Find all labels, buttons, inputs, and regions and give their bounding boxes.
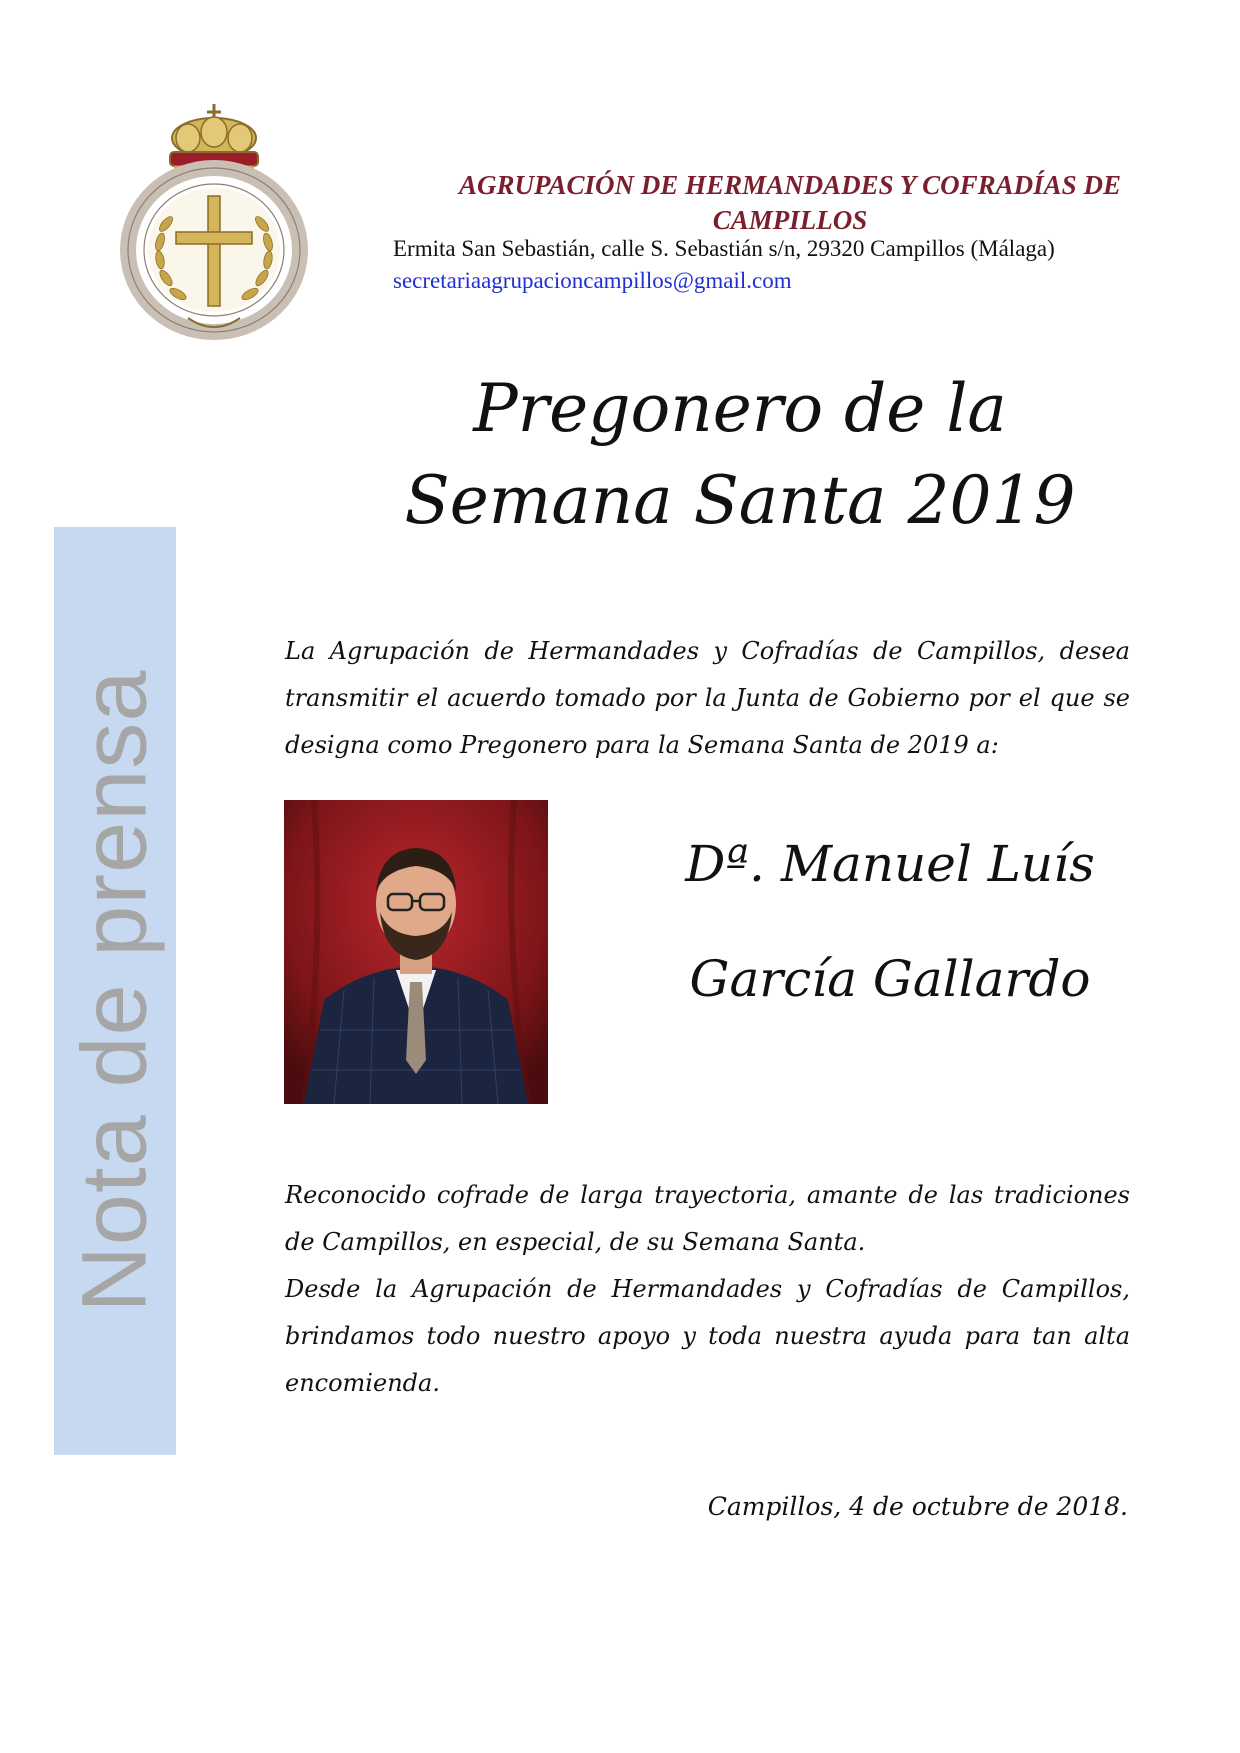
- speaker-name-line1: Dª. Manuel Luís: [685, 835, 1095, 893]
- crest-icon: [118, 104, 310, 344]
- document-title-line2: Semana Santa 2019: [404, 462, 1076, 539]
- body-paragraphs: [210, 1172, 1130, 1407]
- intro-text: La Agrupación de Hermandades y Cofradías de Campillos, desea transmitir el acuerdo tomado por la Junta de Gobierno por el que se designa como Pregonero para la Semana Santa de 2019 a:: [285, 637, 1130, 759]
- body-paragraph-2: Desde la Agrupación de Hermandades y Cofradías de Campillos, brindamos todo nuestro apoyo y toda nuestra ayuda para tan alta encomienda.: [285, 1275, 1130, 1397]
- organization-email[interactable]: secretariaagrupacioncampillos@gmail.com: [393, 268, 792, 293]
- organization-address: Ermita San Sebastián, calle S. Sebastián s/n, 29320 Campillos (Málaga): [393, 236, 1055, 261]
- portrait-photo: [284, 800, 548, 1104]
- speaker-name-line2: García Gallardo: [689, 950, 1091, 1008]
- organization-name: AGRUPACIÓN DE HERMANDADES Y COFRADÍAS DE CAMPILLOS: [459, 170, 1121, 235]
- document-title-line1: Pregonero de la: [473, 370, 1007, 447]
- closing-date: Campillos, 4 de octubre de 2018.: [707, 1492, 1128, 1521]
- body-paragraph-1: Reconocido cofrade de larga trayectoria, amante de las tradiciones de Campillos, en especial, de su Semana Santa.: [285, 1181, 1130, 1256]
- intro-paragraph: [210, 628, 1130, 769]
- side-label: Nota de prensa: [63, 669, 166, 1313]
